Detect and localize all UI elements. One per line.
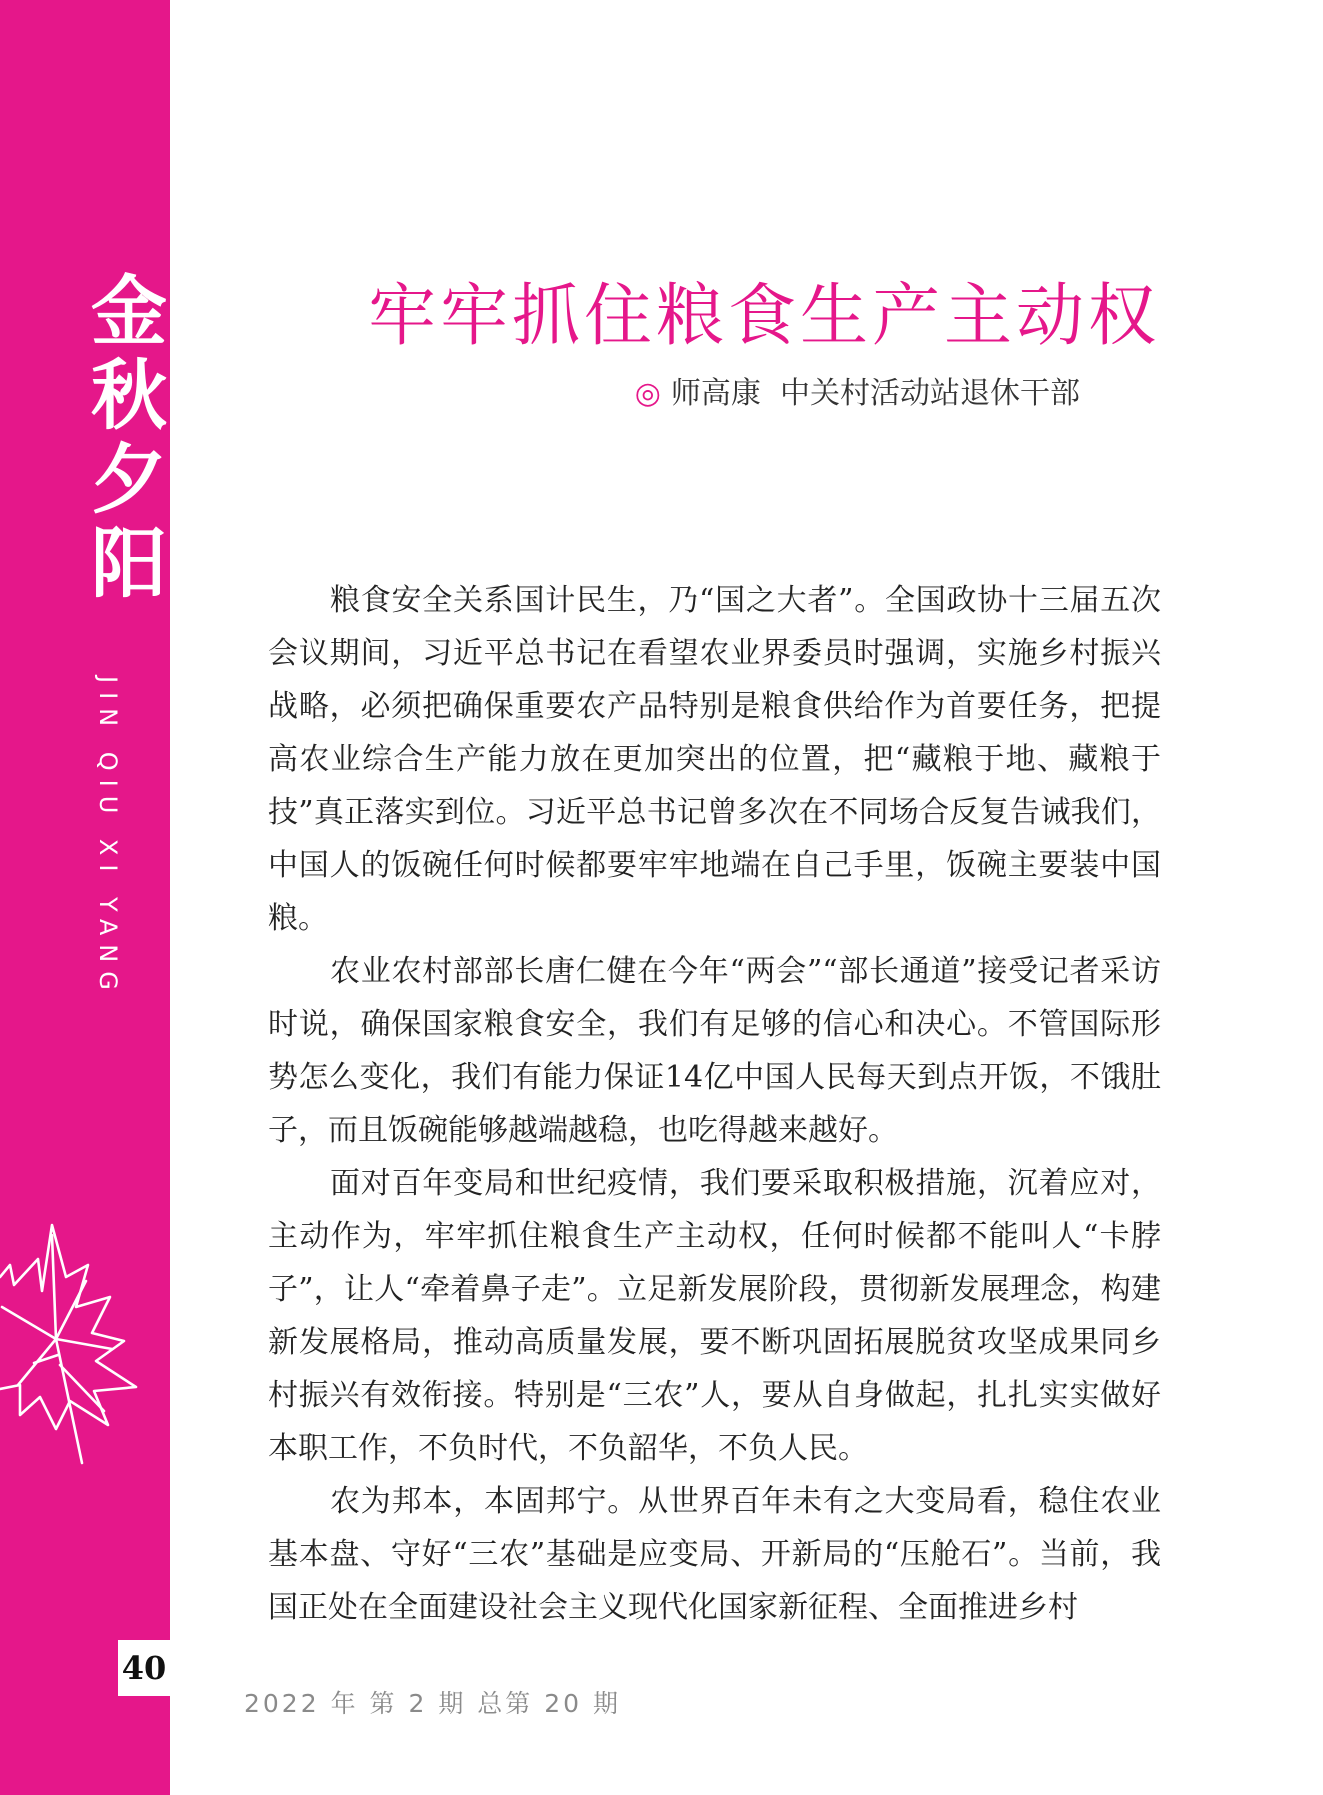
article-body [268,574,1161,1634]
column-title [88,267,170,608]
paragraph: 农业农村部部长唐仁健在今年“两会”“部长通道”接受记者采访时说，确保国家粮食安全，我们有足够的信心和决心。不管国际形势怎么变化，我们有能力保证14亿中国人民每天到点开饭，不饿肚子，而且饭碗能够越端越稳，也吃得越来越好。 [268,954,1161,1148]
paragraph: 农为邦本，本固邦宁。从世界百年未有之大变局看，稳住农业基本盘、守好“三农”基础是应变局、开新局的“压舱石”。当前，我国正处在全面建设社会主义现代化国家新征程、全面推进乡村 [268,1484,1161,1625]
paragraph: 粮食安全关系国计民生，乃“国之大者”。全国政协十三届五次会议期间，习近平总书记在看望农业界委员时强调，实施乡村振兴战略，必须把确保重要农产品特别是粮食供给作为首要任务，把提高农业综合生产能力放在更加突出的位置，把“藏粮于地、藏粮于技”真正落实到位。习近平总书记曾多次在不同场合反复告诫我们，中国人的饭碗任何时候都要牢牢地端在自己手里，饭碗主要装中国粮。 [268,583,1161,936]
article-title: 牢牢抓住粮食生产主动权 [367,277,1160,356]
column-title-char: 秋 [91,351,167,440]
maple-leaf-icon [0,1215,170,1475]
column-pinyin: JIN QIU XI YANG [94,676,122,999]
byline [560,368,1080,412]
issue-info: 2022 年 第 2 期 总第 20 期 [244,1689,621,1718]
column-title-char: 阳 [91,519,167,608]
paragraph: 面对百年变局和世纪疫情，我们要采取积极措施，沉着应对，主动作为，牢牢抓住粮食生产主动权，任何时候都不能叫人“卡脖子”，让人“牵着鼻子走”。立足新发展阶段，贯彻新发展理念，构建新发展格局，推动高质量发展，要不断巩固拓展脱贫攻坚成果同乡村振兴有效衔接。特别是“三农”人，要从自身做起，扎扎实实做好本职工作，不负时代，不负韶华，不负人民。 [268,1166,1161,1466]
page-number: 40 [118,1640,170,1696]
column-title-char: 金 [91,267,167,356]
author-affiliation: 中关村活动站退休干部 [780,376,1080,411]
author-name: 师高康 [670,376,761,411]
sidebar [0,0,170,1795]
column-title-char: 夕 [91,435,167,524]
byline-mark-icon: ◎ [634,376,661,411]
